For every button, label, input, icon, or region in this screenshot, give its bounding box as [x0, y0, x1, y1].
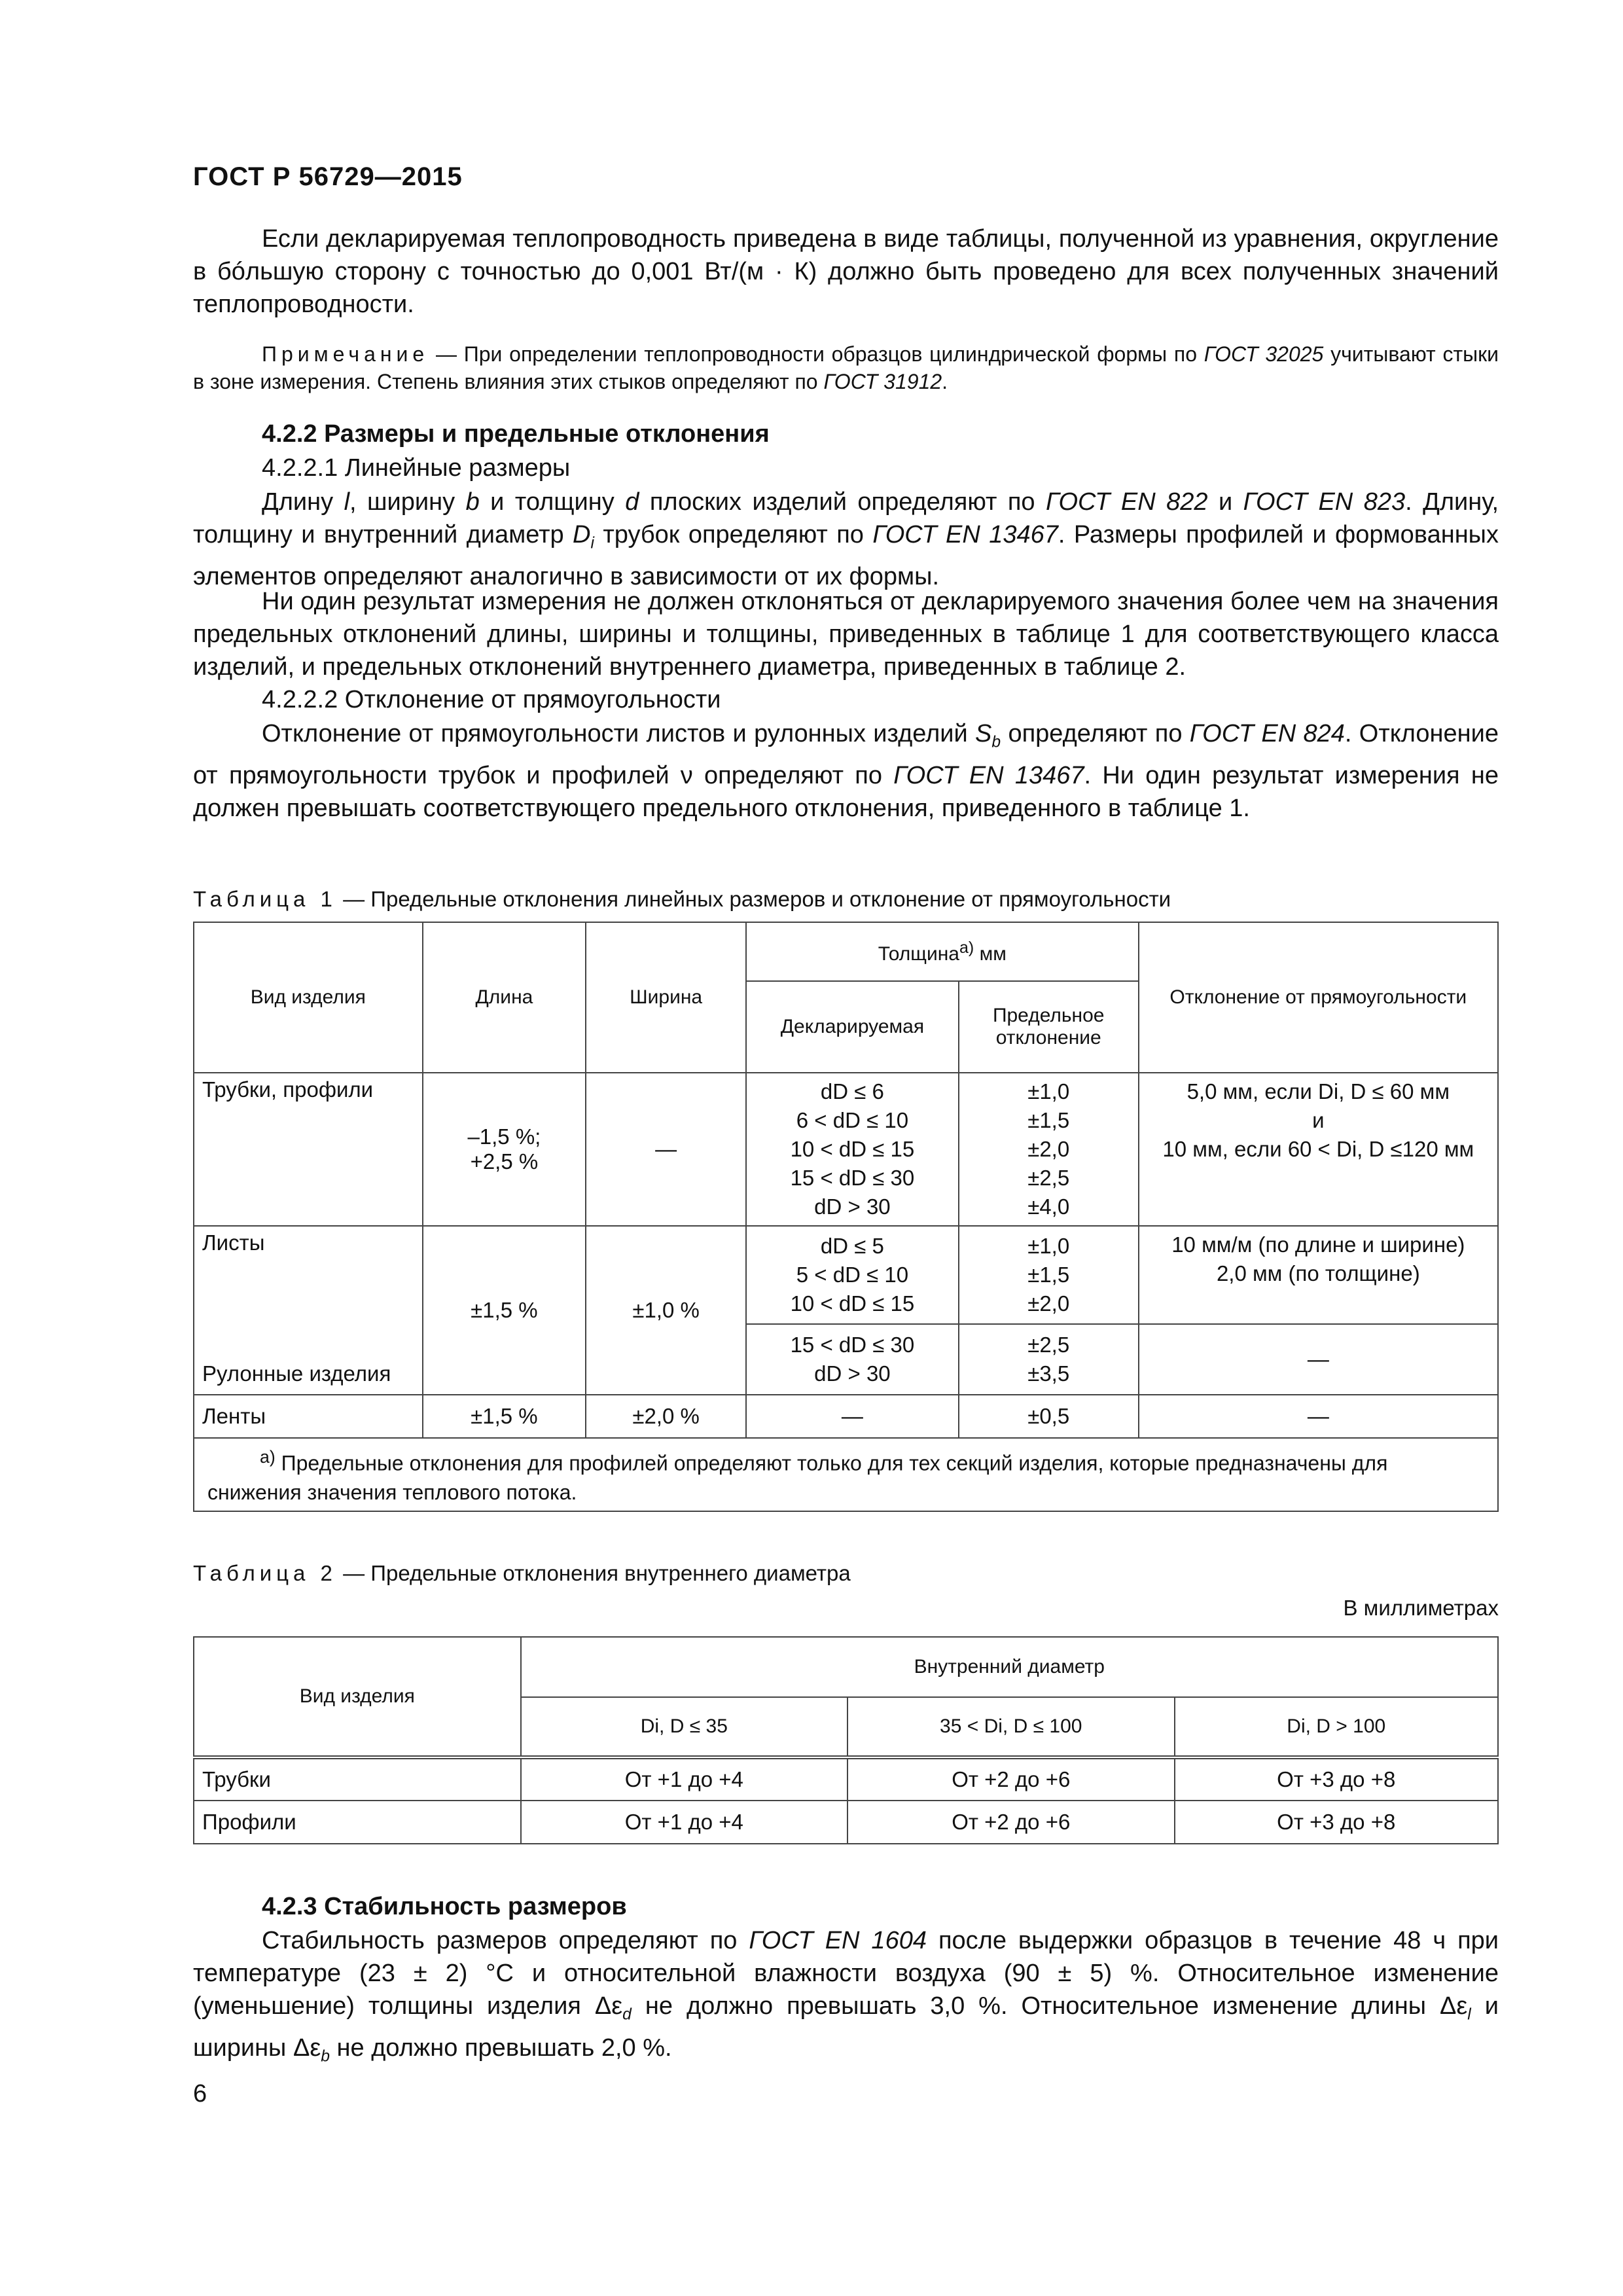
t1-header-squareness: Отклонение от прямоугольности: [1139, 922, 1498, 1073]
t1-header-limit: Предельное отклонение: [959, 981, 1139, 1073]
t1-tubes-width: —: [586, 1073, 746, 1226]
t1-sheets-type: Листы Рулонные изделия: [194, 1226, 423, 1395]
t1-header-length: Длина: [423, 922, 586, 1073]
table-row: Трубки От +1 до +4 От +2 до +6 От +3 до +8: [194, 1757, 1498, 1801]
t2-header-inner-diameter: Внутренний диаметр: [521, 1637, 1498, 1697]
t1-strips-squareness: —: [1139, 1395, 1498, 1438]
t1-footnote: $^{а)}$ Предельные отклонения для профилей определяют только для тех секций изделия, которые предназначены для снижения значения теплового потока.: [194, 1438, 1498, 1511]
t1-strips-length: ±1,5 %: [423, 1395, 586, 1438]
t1-header-thickness: Толщина$^{а)}$ мм: [746, 922, 1139, 981]
t1-strips-limit: ±0,5: [959, 1395, 1139, 1438]
t1-rolls-squareness: —: [1139, 1324, 1498, 1395]
t2-header-col2: 35 < Di, D ≤ 100: [847, 1697, 1174, 1757]
t1-rolls-limit: ±2,5 ±3,5: [959, 1324, 1139, 1395]
section-4-2-3-title: 4.2.3 Стабильность размеров: [262, 1893, 627, 1920]
note-label: Примечание: [262, 342, 429, 366]
t1-rolls-type: Рулонные изделия: [202, 1361, 391, 1386]
linear-dimensions-paragraph: Длину l, ширину b и толщину d плоских изделий определяют по ГОСТ EN 822 и ГОСТ EN 823. Длину, толщину и внутренний диаметр $D_i$ трубок определяют по ГОСТ EN 13467. Размеры профилей и формованных элементов определяют аналогично в зависимости от их формы.: [193, 488, 1499, 590]
table-2-unit-note: В миллиметрах: [1343, 1596, 1499, 1620]
ref-gost-en-13467-b: ГОСТ EN 13467: [893, 761, 1084, 789]
ref-gost-en-824: ГОСТ EN 824: [1189, 720, 1345, 747]
t1-sheets-width: ±1,0 %: [586, 1226, 746, 1395]
t1-header-type: Вид изделия: [194, 922, 423, 1073]
intro-paragraph: Если декларируемая теплопроводность приведена в виде таблицы, полученной из уравнения, округление в бóльшую сторону с точностью до 0,001 Вт/(м · К) должно быть проведено для всех полученных значений теплопроводности.: [193, 225, 1499, 318]
t1-sheets-length: ±1,5 %: [423, 1226, 586, 1395]
t1-rolls-declared: 15 < dD ≤ 30 dD > 30: [746, 1324, 959, 1395]
section-4-2-2-2-title: 4.2.2.2 Отклонение от прямоугольности: [262, 686, 721, 713]
ref-gost-31912: ГОСТ 31912: [823, 370, 942, 393]
section-4-2-2-title: 4.2.2 Размеры и предельные отклонения: [262, 420, 770, 448]
t1-strips-declared: —: [746, 1395, 959, 1438]
ref-gost-en-1604: ГОСТ EN 1604: [749, 1927, 927, 1954]
t2-header-type: Вид изделия: [194, 1637, 521, 1757]
t1-sheets-declared: dD ≤ 5 5 < dD ≤ 10 10 < dD ≤ 15: [746, 1226, 959, 1324]
table-2-caption: Таблица 2 — Предельные отклонения внутреннего диаметра: [193, 1561, 851, 1585]
dimensional-stability-paragraph: Стабильность размеров определяют по ГОСТ EN 1604 после выдержки образцов в течение 48 ч при температуре (23 ± 2) °С и относительной влажности воздуха (90 ± 5) %. Относительное изменение (уменьшение) толщины изделия $\Delta\varepsilon_d$ не должно превышать 3,0 %. Относительное изменение длины $\Delta\varepsilon_l$ и ширины $\Delta\varepsilon_b$ не должно превышать 2,0 %.: [193, 1927, 1499, 2066]
t1-tubes-length: –1,5 %; +2,5 %: [423, 1073, 586, 1226]
table-2: [193, 1636, 1499, 1844]
ref-gost-en-822: ГОСТ EN 822: [1046, 488, 1208, 516]
table-1: [193, 922, 1499, 1512]
ref-gost-en-823: ГОСТ EN 823: [1243, 488, 1406, 516]
t1-header-width: Ширина: [586, 922, 746, 1073]
deviation-paragraph: Ни один результат измерения не должен отклоняться от декларируемого значения более чем на значения предельных отклонений длины, ширины и толщины, приведенных в таблице 1 для соответствующего класса изделий, и предельных отклонений внутреннего диаметра, приведенных в таблице 2.: [193, 588, 1499, 681]
table-1-caption: Таблица 1 — Предельные отклонения линейных размеров и отклонение от прямоугольности: [193, 887, 1171, 911]
section-4-2-2-1-title: 4.2.2.1 Линейные размеры: [262, 454, 571, 482]
t1-sheets-squareness: 10 мм/м (по длине и ширине) 2,0 мм (по толщине): [1139, 1226, 1498, 1324]
squareness-paragraph: Отклонение от прямоугольности листов и рулонных изделий $S_b$ определяют по ГОСТ EN 824. Отклонение от прямоугольности трубок и профилей ν определяют по ГОСТ EN 13467. Ни один результат измерения не должен превышать соответствующего предельного отклонения, приведенного в таблице 1.: [193, 720, 1499, 822]
note: Примечание — При определении теплопроводности образцов цилиндрической формы по ГОСТ 32025 учитывают стыки в зоне измерения. Степень влияния этих стыков определяют по ГОСТ 31912.: [193, 342, 1499, 393]
document-header: ГОСТ Р 56729—2015: [193, 162, 463, 191]
table-row: Профили От +1 до +4 От +2 до +6 От +3 до +8: [194, 1801, 1498, 1844]
t1-tubes-squareness: 5,0 мм, если Di, D ≤ 60 мм и 10 мм, если 60 < Di, D ≤120 мм: [1139, 1073, 1498, 1226]
t2-header-col1: Di, D ≤ 35: [521, 1697, 847, 1757]
ref-gost-en-13467: ГОСТ EN 13467: [872, 521, 1058, 548]
ref-gost-32025: ГОСТ 32025: [1204, 342, 1324, 366]
page-number: 6: [193, 2080, 207, 2108]
t1-strips-type: Ленты: [194, 1395, 423, 1438]
t2-header-col3: Di, D > 100: [1175, 1697, 1499, 1757]
t1-header-declared: Декларируемая: [746, 981, 959, 1073]
t1-tubes-declared: dD ≤ 6 6 < dD ≤ 10 10 < dD ≤ 15 15 < dD ≤ 30 dD > 30: [746, 1073, 959, 1226]
t1-tubes-type: Трубки, профили: [194, 1073, 423, 1226]
t1-tubes-limit: ±1,0 ±1,5 ±2,0 ±2,5 ±4,0: [959, 1073, 1139, 1226]
t1-strips-width: ±2,0 %: [586, 1395, 746, 1438]
t1-sheets-limit: ±1,0 ±1,5 ±2,0: [959, 1226, 1139, 1324]
